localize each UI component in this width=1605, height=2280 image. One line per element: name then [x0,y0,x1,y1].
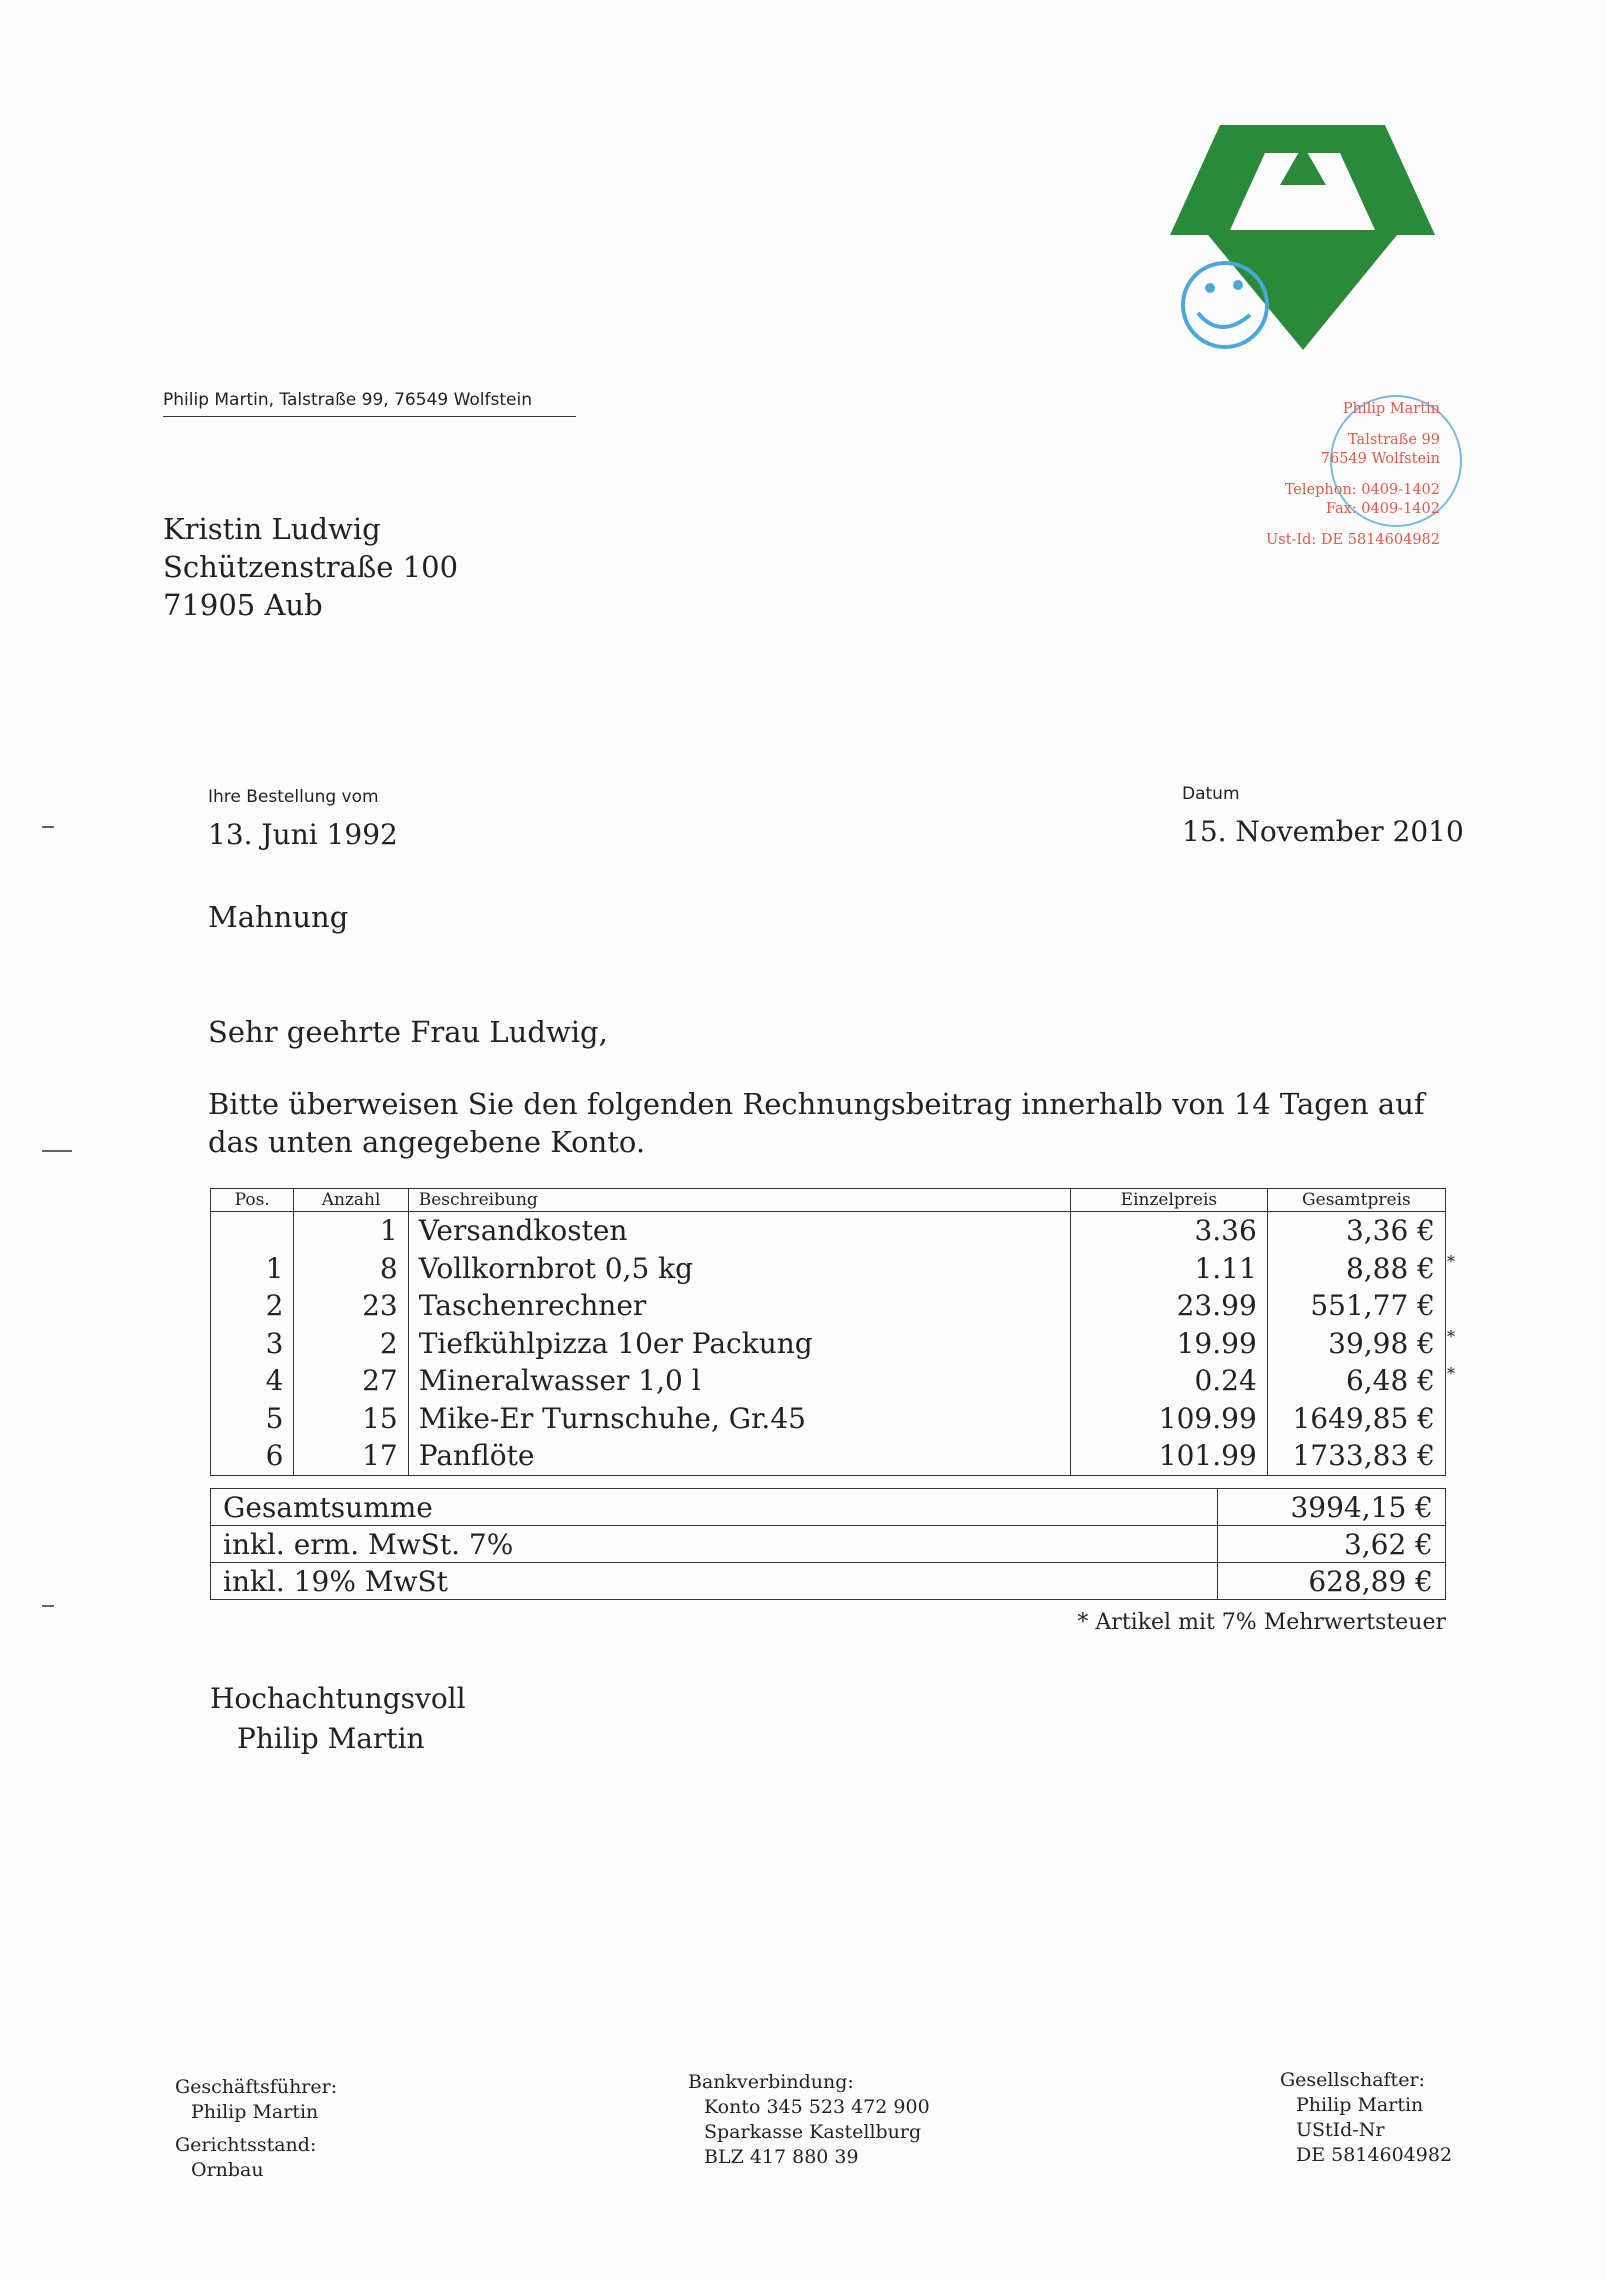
row-total [1267,1287,1445,1325]
row-pos [211,1212,294,1250]
closing-phrase: Hochachtungsvoll [210,1682,466,1715]
table-row [211,1437,1446,1475]
row-total-value: 3,36 € [1345,1214,1435,1248]
vat-value: 628,89 € [1218,1563,1446,1600]
row-total [1267,1400,1445,1438]
vat-star: * [1447,1326,1455,1346]
table-row [211,1212,1446,1250]
header-pos: Pos. [211,1189,294,1212]
row-total-value: 6,48 € [1345,1364,1435,1398]
row-description: Versandkosten [408,1212,1070,1250]
row-pos: 4 [211,1362,294,1400]
order-date-label: Ihre Bestellung vom [208,787,379,807]
totals-row [211,1526,1446,1563]
invoice-items-table [210,1188,1455,1476]
manager-label: Geschäftsführer: [175,2076,338,2098]
header-qty: Anzahl [294,1189,408,1212]
order-date: 13. Juni 1992 [208,818,398,851]
ustid-value: DE 5814604982 [1296,2144,1453,2166]
row-description: Mineralwasser 1,0 l [408,1362,1070,1400]
sender-return-address: Philip Martin, Talstraße 99, 76549 Wolfstein [163,390,576,417]
row-pos: 2 [211,1287,294,1325]
row-description: Mike-Er Turnschuhe, Gr.45 [408,1400,1070,1438]
row-total [1267,1212,1445,1250]
company-logo-icon [1170,125,1435,350]
row-total-value: 551,77 € [1310,1289,1435,1323]
table-row [211,1362,1446,1400]
table-row [211,1400,1446,1438]
manager-name: Philip Martin [191,2101,319,2123]
table-row [211,1325,1446,1363]
row-unit-price: 19.99 [1071,1325,1268,1363]
table-row [211,1287,1446,1325]
row-qty: 1 [294,1212,408,1250]
partner-label: Gesellschafter: [1280,2069,1425,2091]
invoice-totals-table [210,1488,1446,1600]
row-unit-price: 3.36 [1071,1212,1268,1250]
header-description: Beschreibung [408,1189,1070,1212]
reduced-vat-value: 3,62 € [1218,1526,1446,1563]
table-row [211,1250,1446,1288]
bank-account: Konto 345 523 472 900 [704,2096,930,2118]
company-letterhead [1180,400,1440,550]
letterhead-street: Talstraße 99 [1348,432,1440,448]
vat-star: * [1447,1364,1455,1383]
footer-bank [688,2070,930,2170]
subject-line: Mahnung [208,900,349,934]
greeting: Sehr geehrte Frau Ludwig, [208,1015,608,1049]
row-pos: 1 [211,1250,294,1288]
ustid-label: UStId-Nr [1296,2119,1385,2141]
row-total-value: 1733,83 € [1292,1439,1435,1473]
row-description: Vollkornbrot 0,5 kg [408,1250,1070,1288]
row-pos: 6 [211,1437,294,1475]
totals-row [211,1563,1446,1600]
row-qty: 17 [294,1437,408,1475]
row-description: Panflöte [408,1437,1070,1475]
row-qty: 8 [294,1250,408,1288]
header-total-price: Gesamtpreis [1267,1189,1445,1212]
row-qty: 15 [294,1400,408,1438]
bank-blz: BLZ 417 880 39 [704,2146,859,2168]
row-qty: 27 [294,1362,408,1400]
row-unit-price: 1.11 [1071,1250,1268,1288]
row-pos: 3 [211,1325,294,1363]
recipient-name: Kristin Ludwig [163,512,381,546]
row-qty: 2 [294,1325,408,1363]
recipient-address [163,510,458,624]
recipient-street: Schützenstraße 100 [163,550,459,584]
letterhead-city: 76549 Wolfstein [1320,451,1440,467]
row-total [1267,1325,1455,1363]
court-label: Gerichtsstand: [175,2134,317,2156]
recipient-city: 71905 Aub [163,588,323,622]
letterhead-fax: Fax: 0409-1402 [1325,501,1440,517]
vat-label: inkl. 19% MwSt [211,1563,1218,1600]
total-sum-label: Gesamtsumme [211,1489,1218,1526]
footer-management [175,2075,337,2183]
bank-label: Bankverbindung: [688,2071,854,2093]
hole-mark [42,1150,72,1152]
body-text: Bitte überweisen Sie den folgenden Rechnungsbeitrag innerhalb von 14 Tagen auf das unten angegebene Konto. [208,1087,1425,1159]
totals-row [211,1489,1446,1526]
row-total [1267,1250,1455,1288]
bank-name: Sparkasse Kastellburg [704,2121,922,2143]
row-total [1267,1362,1455,1400]
letter-date: 15. November 2010 [1182,815,1464,848]
total-sum-value: 3994,15 € [1218,1489,1446,1526]
row-total-value: 8,88 € [1345,1251,1435,1285]
row-unit-price: 0.24 [1071,1362,1268,1400]
partner-name: Philip Martin [1296,2094,1424,2116]
row-total-value: 39,98 € [1328,1326,1435,1360]
reduced-vat-label: inkl. erm. MwSt. 7% [211,1526,1218,1563]
row-unit-price: 23.99 [1071,1287,1268,1325]
signature-name: Philip Martin [237,1722,425,1755]
letter-date-label: Datum [1182,784,1240,804]
row-qty: 23 [294,1287,408,1325]
row-total-value: 1649,85 € [1292,1401,1435,1435]
row-unit-price: 101.99 [1071,1437,1268,1475]
letterhead-name: Philip Martin [1342,401,1440,417]
row-unit-price: 109.99 [1071,1400,1268,1438]
row-pos: 5 [211,1400,294,1438]
row-description: Tiefkühlpizza 10er Packung [408,1325,1070,1363]
row-total [1267,1437,1445,1475]
fold-mark-bottom [42,1605,54,1607]
vat-footnote: * Artikel mit 7% Mehrwertsteuer [1077,1610,1446,1635]
letterhead-telephone: Telephon: 0409-1402 [1284,482,1440,498]
letterhead-ust-id: Ust-Id: DE 5814604982 [1266,532,1440,548]
footer-partner [1280,2068,1452,2168]
table-header-row [211,1189,1446,1212]
header-unit-price: Einzelpreis [1071,1189,1268,1212]
vat-star: * [1447,1251,1455,1271]
row-description: Taschenrechner [408,1287,1070,1325]
fold-mark-top [42,826,54,828]
court-name: Ornbau [191,2159,264,2181]
